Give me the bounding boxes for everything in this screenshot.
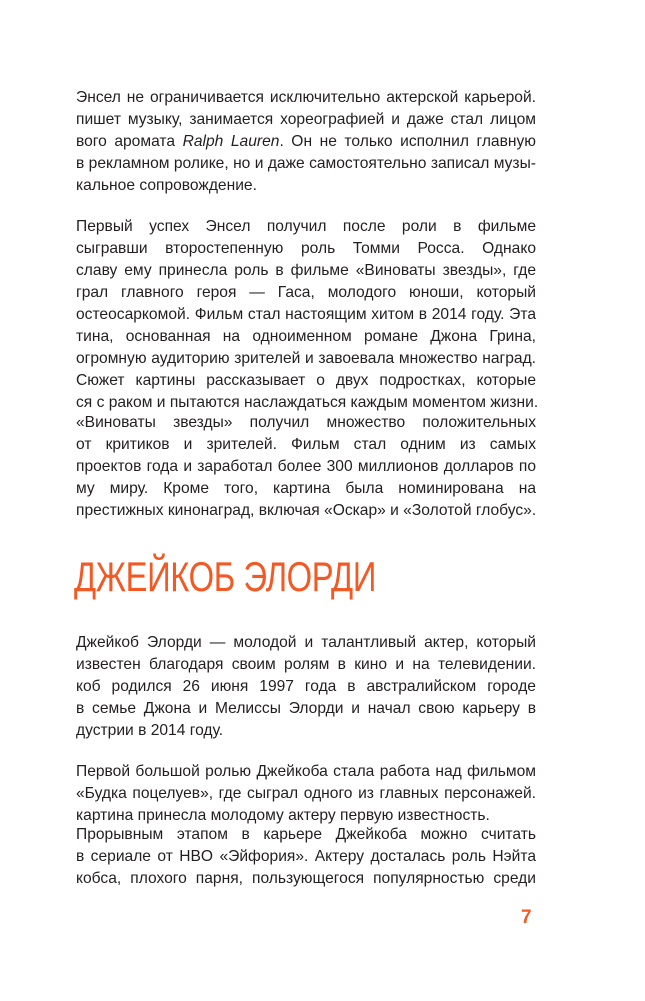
text-segment: кальное сопровождение. [76, 177, 257, 194]
text-line [76, 761, 536, 783]
text-line [76, 175, 536, 197]
text-line [76, 260, 536, 282]
text-line [76, 153, 536, 175]
text-line [76, 412, 536, 434]
text-line [76, 304, 536, 326]
text-line [76, 720, 536, 742]
text-segment: в сериале от HBO «Эйфория». Актеру досталась роль Нэйта [76, 848, 536, 865]
text-line [76, 131, 536, 153]
text-segment: в семье Джона и Мелиссы Элорди и начал свою карьеру в [76, 700, 536, 717]
text-line [76, 370, 536, 392]
text-segment: огромную аудиторию зрителей и завоевала множество наград. [76, 350, 536, 367]
text-line [76, 698, 536, 720]
text-line [76, 868, 536, 890]
text-segment: ся с раком и пытаются наслаждаться каждым моментом жизни. [76, 394, 539, 411]
text-segment: престижных кинонаград, включая «Оскар» и «Золотой глобус». [76, 502, 537, 519]
text-line [76, 282, 536, 304]
text-line [76, 326, 536, 348]
paragraph-kissing-booth [76, 761, 536, 827]
text-segment: Джейкоб Элорди — молодой и талантливый актер, который [76, 634, 536, 651]
text-segment: пишет музыку, занимается хореографией и даже стал лицом [76, 111, 536, 128]
text-segment: дустрии в 2014 году. [76, 722, 224, 739]
text-segment: известен благодаря своим ролям в кино и на телевидении. [76, 656, 536, 673]
text-line [76, 109, 536, 131]
text-line [76, 478, 536, 500]
text-segment: кобса, плохого парня, пользующегося популярностью среди [76, 870, 536, 887]
text-line [76, 348, 536, 370]
paragraph-jacob-intro [76, 632, 536, 742]
brand-name-italic: Ralph Lauren [182, 133, 280, 150]
paragraph-fault-in-stars [76, 412, 536, 522]
text-segment: славу ему принесла роль в фильме «Виноваты звезды», где [76, 262, 536, 279]
text-segment: картина принесла молодому актеру первую известность. [76, 807, 490, 824]
text-segment: «Виноваты звезды» получил множество положительных [76, 414, 536, 431]
text-line [76, 238, 536, 260]
text-line [76, 783, 536, 805]
text-line [76, 456, 536, 478]
text-segment: му миру. Кроме того, картина была номинирована на [76, 480, 536, 497]
text-segment: Сюжет картины рассказывает о двух подростках, которые [76, 372, 536, 389]
section-heading: ДЖЕЙКОБ ЭЛОРДИ [74, 553, 377, 600]
text-segment: проектов года и заработал более 300 миллионов долларов по [76, 458, 536, 475]
text-segment: Энсел не ограничивается исключительно актерской карьерой. [76, 89, 536, 106]
text-line [76, 824, 536, 846]
text-segment: сыгравши второстепенную роль Томми Росса. Однако [76, 240, 536, 257]
text-line [76, 654, 536, 676]
text-segment: . Он не только исполнил главную [279, 133, 536, 150]
text-line [76, 846, 536, 868]
paragraph-first-success [76, 216, 539, 414]
text-line [76, 434, 536, 456]
text-segment: в рекламном ролике, но и даже самостоятельно записал музы- [76, 155, 536, 172]
text-segment: «Будка поцелуев», где сыграл одного из главных персонажей. [76, 785, 536, 802]
text-segment: тина, основанная на одноименном романе Джона Грина, [76, 328, 536, 345]
text-segment: коб родился 26 июня 1997 года в австралийском городе [76, 678, 536, 695]
text-segment: Первой большой ролью Джейкоба стала работа над фильмом [76, 763, 536, 780]
text-line [76, 87, 536, 109]
text-segment: остеосаркомой. Фильм стал настоящим хитом в 2014 году. Эта [76, 306, 536, 323]
text-line [76, 500, 536, 522]
page-number: 7 [521, 907, 532, 928]
text-segment: от критиков и зрителей. Фильм стал одним из самых [76, 436, 536, 453]
text-segment: вого аромата [76, 133, 183, 150]
text-segment: грал главного героя — Гаса, молодого юноши, который [76, 284, 536, 301]
paragraph-euphoria [76, 824, 536, 890]
text-line [76, 216, 536, 238]
text-segment: Первый успех Энсел получил после роли в фильме [76, 218, 536, 235]
text-segment: Прорывным этапом в карьере Джейкоба можно считать [76, 826, 536, 843]
text-line [76, 392, 539, 414]
text-line [76, 632, 536, 654]
text-line [76, 676, 536, 698]
paragraph-ansel-career [76, 87, 536, 197]
